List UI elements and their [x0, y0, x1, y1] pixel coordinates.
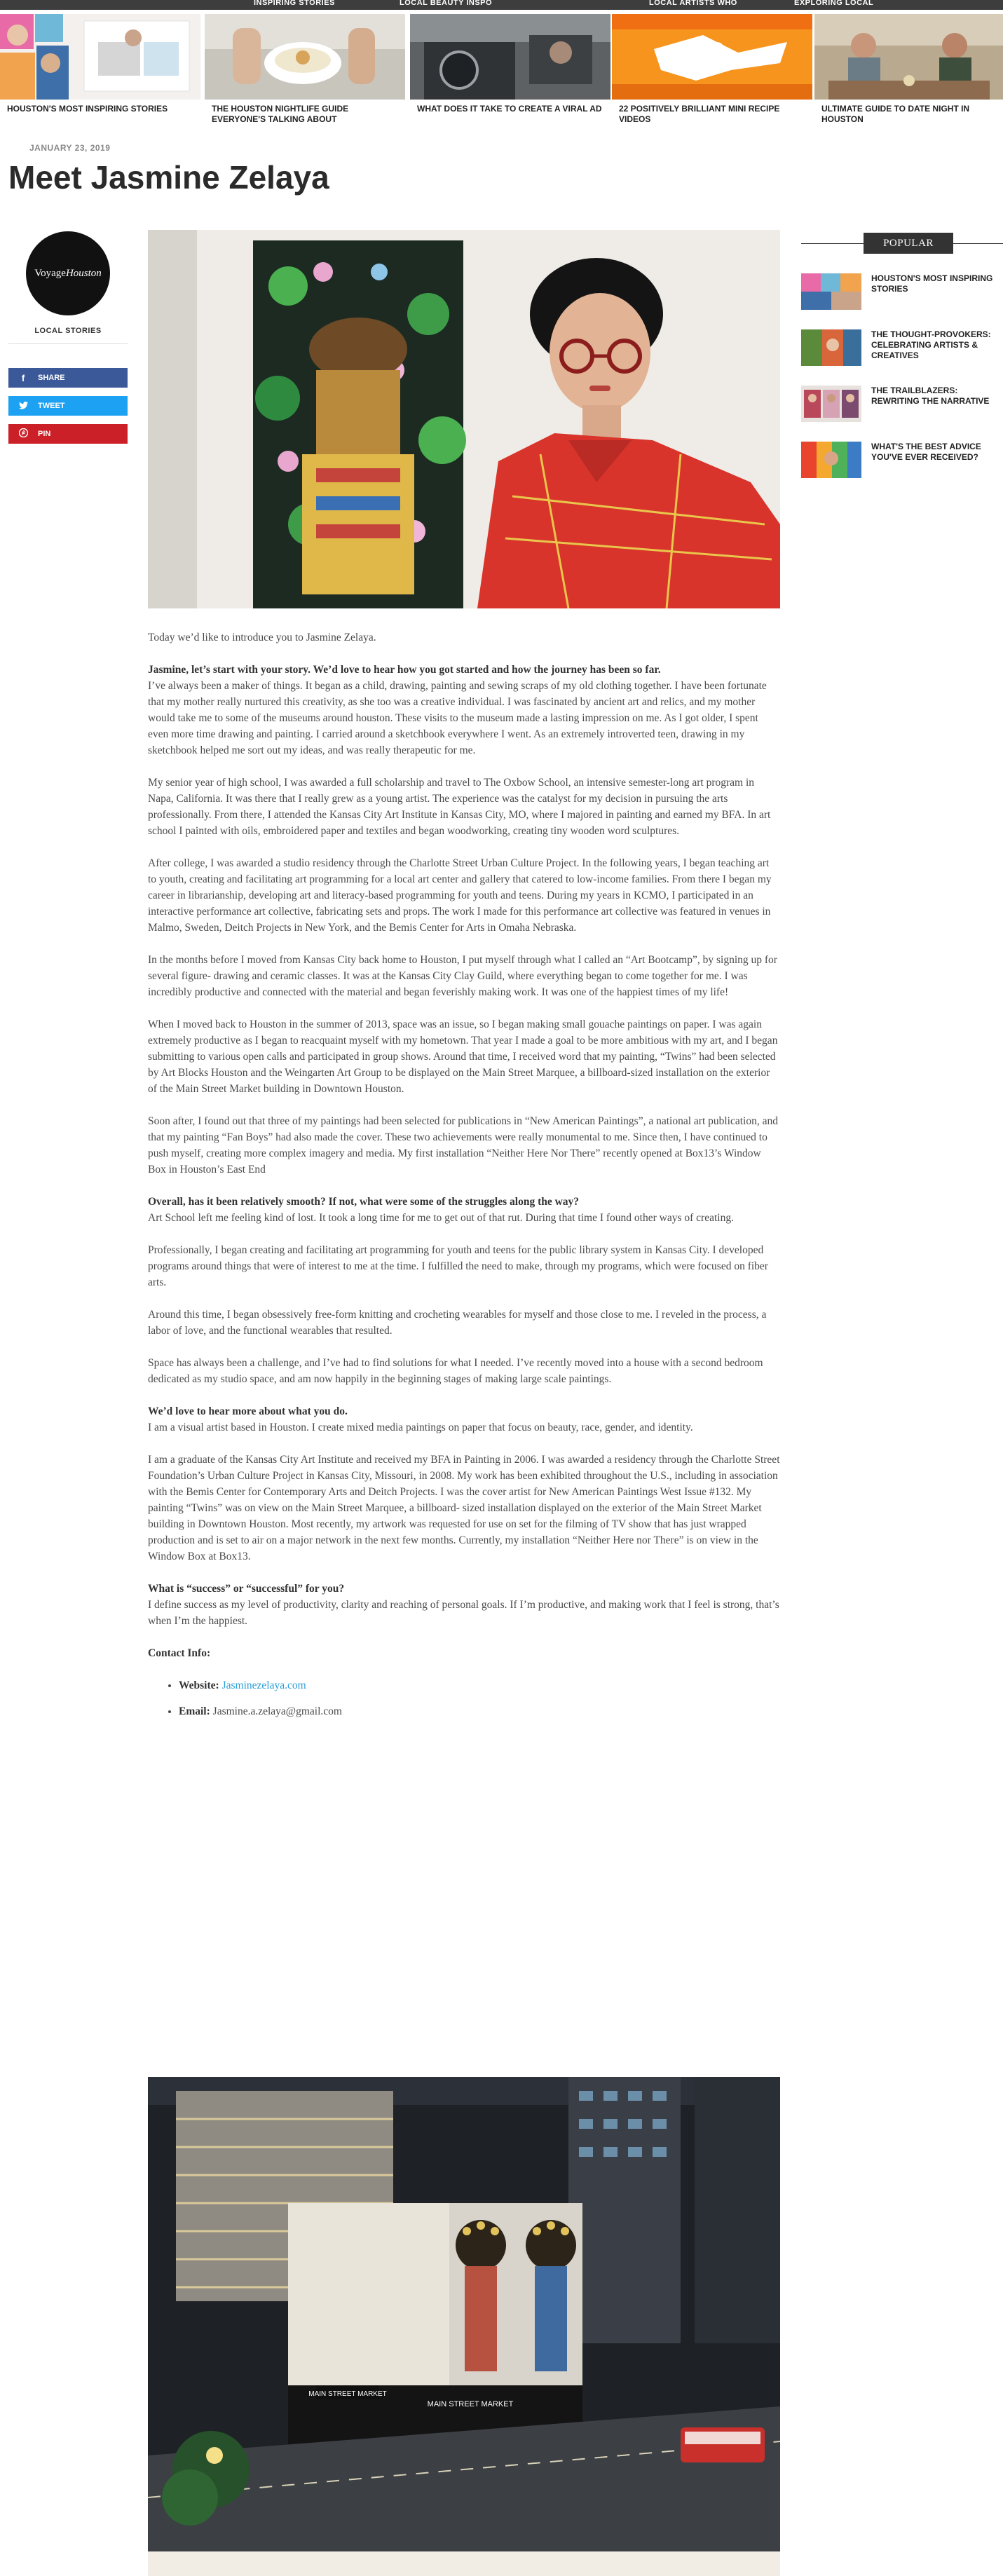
featured-card[interactable] — [0, 14, 200, 112]
featured-caption[interactable]: 22 POSITIVELY BRILLIANT MINI RECIPE VIDEOS — [619, 104, 780, 124]
website-label: Website: — [179, 1679, 219, 1691]
featured-card[interactable] — [410, 14, 610, 112]
twitter-icon — [8, 401, 38, 411]
pinterest-pin-button[interactable] — [8, 424, 128, 444]
article-paragraph: My senior year of high school, I was awarded a full scholarship and travel to The Oxbow School, an intensive semester-long art program in Napa, California. It was there that I really grew as a young artist. The experience was the catalyst for my decision in pursuing the arts professionally. From there, I attended the Kansas City Art Institute in Kansas City, MO, where I majored in painting and earned my BFA. In art school I painted with oils, embroidered paper and textiles and began woodworking, creating tiny wooden word sculptures. — [148, 777, 771, 837]
featured-caption[interactable]: HOUSTON'S MOST INSPIRING STORIES — [7, 104, 168, 114]
article-paragraph: I define success as my level of productivity, clarity and reaching of personal goals. If I’m productive, and making work that I feel is strong, that’s when I’m the happiest. — [148, 1599, 779, 1627]
featured-card[interactable] — [612, 14, 812, 124]
facebook-icon: f — [21, 372, 25, 383]
popular-thumbnail[interactable] — [801, 273, 861, 310]
popular-item[interactable] — [801, 329, 1003, 374]
marquee-sign: MAIN STREET MARKET — [308, 2390, 387, 2398]
question-heading: We’d love to hear more about what you do. — [148, 1405, 348, 1417]
top-nav — [0, 0, 1003, 10]
featured-thumbnail[interactable] — [0, 14, 200, 100]
pinterest-icon — [8, 428, 38, 439]
featured-thumbnail[interactable] — [205, 14, 405, 100]
brand-voyage: Voyage — [34, 267, 66, 279]
popular-heading: POPULAR — [864, 233, 953, 254]
website-link[interactable]: Jasminezelaya.com — [221, 1679, 306, 1691]
nav-item[interactable]: INSPIRING STORIES — [254, 0, 335, 7]
article-paragraph: I am a graduate of the Kansas City Art Institute and received my BFA in Painting in 2006. I was awarded a residency through the Charlotte Street Foundation’s Urban Culture Project in Kansas City, Missouri, in 2008. My work has been exhibited throughout the U.S., including in association with the Bemis Center for Contemporary Arts and Deitch Projects. I was the cover artist for New American Paintings West Issue #132. My painting “Twins” was on view on the Main Street Marquee, a billboard- sized installation displayed on the exterior of the Main Street Market building in Downtown Houston. Most recently, my artwork was requested for use on set for the filming of TV show that has just wrapped production and is set to air on a major network in the next few months. Currently, my installation “Neither Here nor There” is on view in the Window Box at Box13. — [148, 1454, 780, 1562]
pin-label: PIN — [38, 430, 51, 438]
featured-strip — [0, 10, 1003, 125]
publish-date: JANUARY 23, 2019 — [29, 143, 111, 153]
brand-logo[interactable] — [26, 231, 110, 315]
popular-title[interactable]: HOUSTON'S MOST INSPIRING STORIES — [871, 273, 993, 294]
twitter-share-button[interactable] — [8, 396, 128, 416]
featured-card[interactable] — [205, 14, 405, 124]
article-paragraph: Art School left me feeling kind of lost. It took a long time for me to get out of that rut. During that time I found other ways of creating. — [148, 1212, 734, 1224]
article-paragraph: After college, I was awarded a studio residency through the Charlotte Street Urban Culture Project. In the following years, I began teaching art to youth, creating and facilitating art programming for a local art center and gallery that catered to low-income families. From there I began my career in librarianship, developing art and literacy-based programming for youth and teens. During my years in KCMO, I participated in an interactive performance art collective, fabricating sets and props. The work I made for this performance art collective was featured in venues in Malmo, Sweden, Deitch Projects in New York, and the Bemis Center for Arts in Omaha Nebraska. — [148, 857, 772, 934]
popular-thumbnail[interactable] — [801, 386, 861, 422]
article-paragraph: Around this time, I began obsessively free-form knitting and crocheting wearables for myself and those close to me. I reveled in the process, a labor of love, and the functional wearables that resulted. — [148, 1309, 767, 1337]
nav-item[interactable]: LOCAL BEAUTY INSPO — [400, 0, 493, 7]
featured-caption[interactable]: ULTIMATE GUIDE TO DATE NIGHT IN HOUSTON — [821, 104, 970, 124]
page-title: Meet Jasmine Zelaya — [8, 159, 329, 196]
main-street-market-image — [148, 2077, 780, 2551]
article-paragraph: In the months before I moved from Kansas City back home to Houston, I put myself through what I called an “Art Bootcamp”, by signing up for several figure- drawing and ceramic classes. It was at the Kansas City Clay Guild, where everything began to come together for me. I was incredibly productive and connected with the material and began feverishly making work. It was one of the happiest times of my life! — [148, 954, 777, 998]
popular-thumbnail[interactable] — [801, 442, 861, 478]
popular-title[interactable]: WHAT'S THE BEST ADVICE YOU'VE EVER RECEIVED? — [871, 442, 981, 462]
featured-caption[interactable]: WHAT DOES IT TAKE TO CREATE A VIRAL AD — [417, 104, 602, 114]
popular-thumbnail[interactable] — [801, 329, 861, 366]
facebook-share-button[interactable] — [8, 368, 128, 388]
article-body — [148, 629, 780, 1729]
nav-item[interactable]: EXPLORING LOCAL — [794, 0, 874, 7]
popular-item[interactable] — [801, 273, 1003, 318]
contact-list — [179, 1677, 780, 1719]
question-heading: Jasmine, let’s start with your story. We’d love to hear how you got started and how the journey has been so far. — [148, 664, 661, 676]
featured-caption[interactable]: THE HOUSTON NIGHTLIFE GUIDE EVERYONE'S TALKING ABOUT — [212, 104, 349, 124]
article-paragraph: Professionally, I began creating and facilitating art programming for youth and teens for the public library system in Kansas City. I developed programs around things that were of interest to me at the time. I fulfilled the need to make, through my programs, which were focused on fiber arts. — [148, 1244, 768, 1288]
featured-thumbnail[interactable] — [814, 14, 1003, 100]
contact-website — [179, 1677, 780, 1694]
article-paragraph: Soon after, I found out that three of my paintings had been selected for publications in “New American Paintings”, a national art publication, and that my painting “Fan Boys” had also made the cover. These two achievements were really monumental to me. Since then, I have continued to push myself, creating more complex imagery and media. My first installation “Neither Here Nor There” recently opened at Box13’s Window Box in Houston’s East End — [148, 1115, 778, 1175]
article-intro: Today we’d like to introduce you to Jasmine Zelaya. — [148, 632, 376, 643]
featured-thumbnail[interactable] — [410, 14, 610, 100]
tweet-label: TWEET — [38, 402, 65, 410]
nav-item[interactable]: LOCAL ARTISTS WHO — [649, 0, 737, 7]
question-heading: What is “success” or “successful” for you? — [148, 1583, 345, 1595]
email-value: Jasmine.a.zelaya@gmail.com — [212, 1705, 342, 1717]
question-heading: Overall, has it been relatively smooth? If not, what were some of the struggles along the way? — [148, 1196, 580, 1208]
article-paragraph: When I moved back to Houston in the summer of 2013, space was an issue, so I began making small gouache paintings on paper. I was again extremely productive as I began to reacquaint myself with my hometown. That year I made a goal to be more ambitious with my art, and I began submitting to various open calls and participated in group shows. Around that time, I received word that my painting, “Twins” had been selected by Art Blocks Houston and the Weingarten Art Group to be displayed on the Main Street Marquee, a billboard-sized installation on the exterior of the Main Street Market building in Downtown Houston. — [148, 1018, 778, 1095]
popular-item[interactable] — [801, 386, 1003, 430]
share-label: SHARE — [38, 374, 65, 382]
popular-title[interactable]: THE TRAILBLAZERS: REWRITING THE NARRATIVE — [871, 386, 990, 406]
contact-heading: Contact Info: — [148, 1647, 211, 1659]
featured-card[interactable] — [814, 14, 1003, 124]
email-label: Email: — [179, 1705, 210, 1717]
image-caption-bar — [148, 2551, 780, 2576]
divider — [8, 343, 128, 344]
article-paragraph: I’ve always been a maker of things. It began as a child, drawing, painting and sewing scraps of my old clothing together. I have been fortunate that my mother really nurtured this creativity, as she too was a creative individual. I was fascinated by ancient art and relics, and my mother would take me to some of the museums around houston. These visits to the museum made a lasting impression on me. As I got older, I spent even more time drawing and painting. I carried around a sketchbook everywhere I went. As an extremely introverted teen, drawing in my sketchbook helped me sort out my ideas, and was really therapeutic for me. — [148, 680, 767, 756]
contact-email — [179, 1703, 780, 1719]
article-paragraph: Space has always been a challenge, and I’ve had to find solutions for what I needed. I’ve recently moved into a house with a second bedroom dedicated as my studio space, and am now happily in the beginning stages of making large scale paintings. — [148, 1357, 763, 1385]
hero-portrait-image — [148, 230, 780, 608]
brand-label[interactable]: LOCAL STORIES — [34, 327, 102, 335]
article-paragraph: I am a visual artist based in Houston. I create mixed media paintings on paper that focus on beauty, race, gender, and identity. — [148, 1422, 693, 1433]
brand-city: Houston — [65, 267, 102, 279]
storefront-sign: MAIN STREET MARKET — [427, 2400, 514, 2408]
popular-item[interactable] — [801, 442, 1003, 486]
featured-thumbnail[interactable] — [612, 14, 812, 100]
popular-title[interactable]: THE THOUGHT-PROVOKERS: CELEBRATING ARTISTS & CREATIVES — [871, 329, 991, 360]
